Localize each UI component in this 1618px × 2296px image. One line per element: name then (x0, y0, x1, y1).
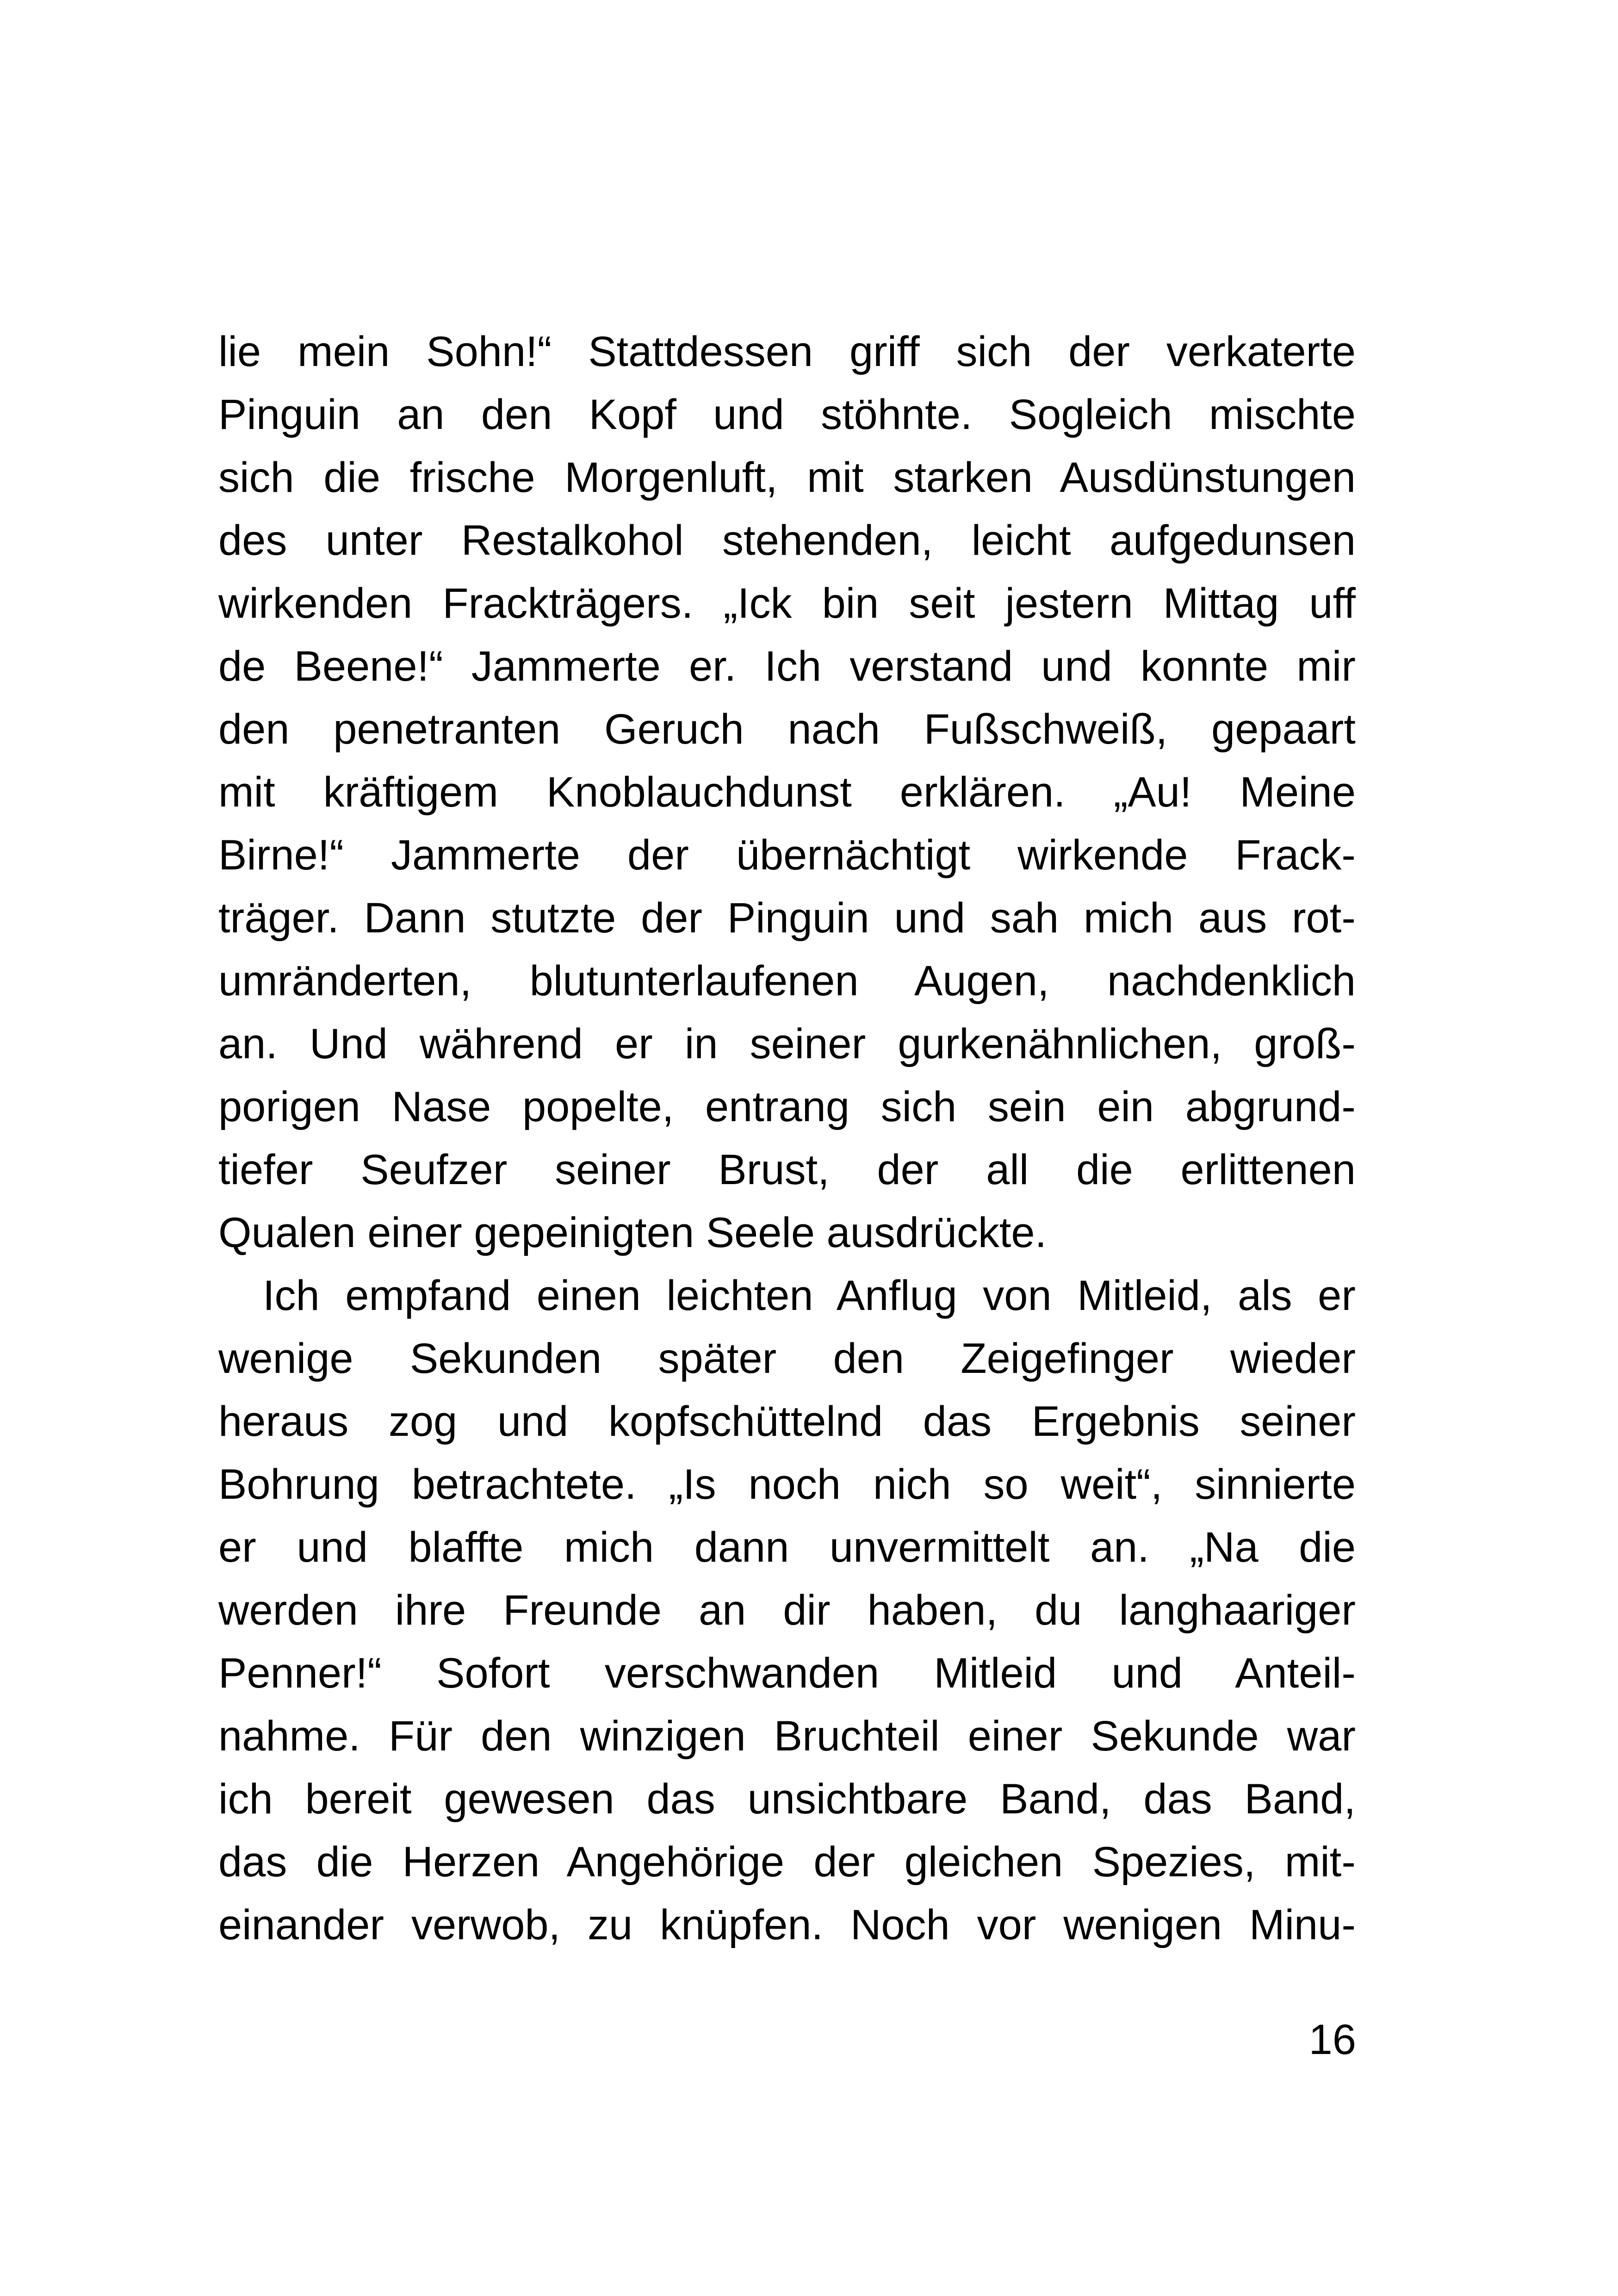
text-line: Bohrung betrachtete. „Is noch nich so weit“, sinnierte (218, 1461, 1356, 1508)
text-line: ich bereit gewesen das unsichtbare Band, das Band, (218, 1775, 1356, 1823)
text-line: Pinguin an den Kopf und stöhnte. Sogleich mischte (218, 391, 1356, 438)
text-line: sich die frische Morgenluft, mit starken Ausdünstungen (218, 454, 1356, 501)
text-line: de Beene!“ Jammerte er. Ich verstand und konnte mir (218, 643, 1356, 690)
text-line: einander verwob, zu knüpfen. Noch vor wenigen Minu- (218, 1901, 1356, 1948)
body-text (218, 320, 1356, 1956)
text-line: tiefer Seufzer seiner Brust, der all die erlittenen (218, 1146, 1356, 1193)
text-line: den penetranten Geruch nach Fußschweiß, gepaart (218, 706, 1356, 753)
paragraph-end-line: Qualen einer gepeinigten Seele ausdrückte. (218, 1209, 1047, 1256)
text-line: heraus zog und kopfschüttelnd das Ergebnis seiner (218, 1398, 1356, 1445)
text-line: werden ihre Freunde an dir haben, du langhaariger (218, 1587, 1356, 1634)
text-line: nahme. Für den winzigen Bruchteil einer Sekunde war (218, 1713, 1356, 1760)
text-line: wirkenden Frackträgers. „Ick bin seit jestern Mittag uff (218, 580, 1356, 627)
paragraph-start-line: Ich empfand einen leichten Anflug von Mitleid, als er (263, 1272, 1356, 1319)
text-line: an. Und während er in seiner gurkenähnlichen, groß- (218, 1020, 1356, 1067)
text-line: träger. Dann stutzte der Pinguin und sah mich aus rot- (218, 894, 1356, 942)
text-line: wenige Sekunden später den Zeigefinger wieder (218, 1335, 1356, 1382)
page-number: 16 (1308, 2016, 1356, 2063)
text-line: mit kräftigem Knoblauchdunst erklären. „Au! Meine (218, 769, 1356, 816)
text-line: des unter Restalkohol stehenden, leicht aufgedunsen (218, 517, 1356, 564)
text-line: lie mein Sohn!“ Stattdessen griff sich der verkaterte (218, 328, 1356, 375)
text-line: er und blaffte mich dann unvermittelt an. „Na die (218, 1524, 1356, 1571)
text-line: Birne!“ Jammerte der übernächtigt wirkende Frack- (218, 832, 1356, 879)
text-line: das die Herzen Angehörige der gleichen Spezies, mit- (218, 1838, 1356, 1886)
text-line: umränderten, blutunterlaufenen Augen, nachdenklich (218, 957, 1356, 1005)
text-line: Penner!“ Sofort verschwanden Mitleid und Anteil- (218, 1650, 1356, 1697)
text-line: porigen Nase popelte, entrang sich sein ein abgrund- (218, 1083, 1356, 1130)
